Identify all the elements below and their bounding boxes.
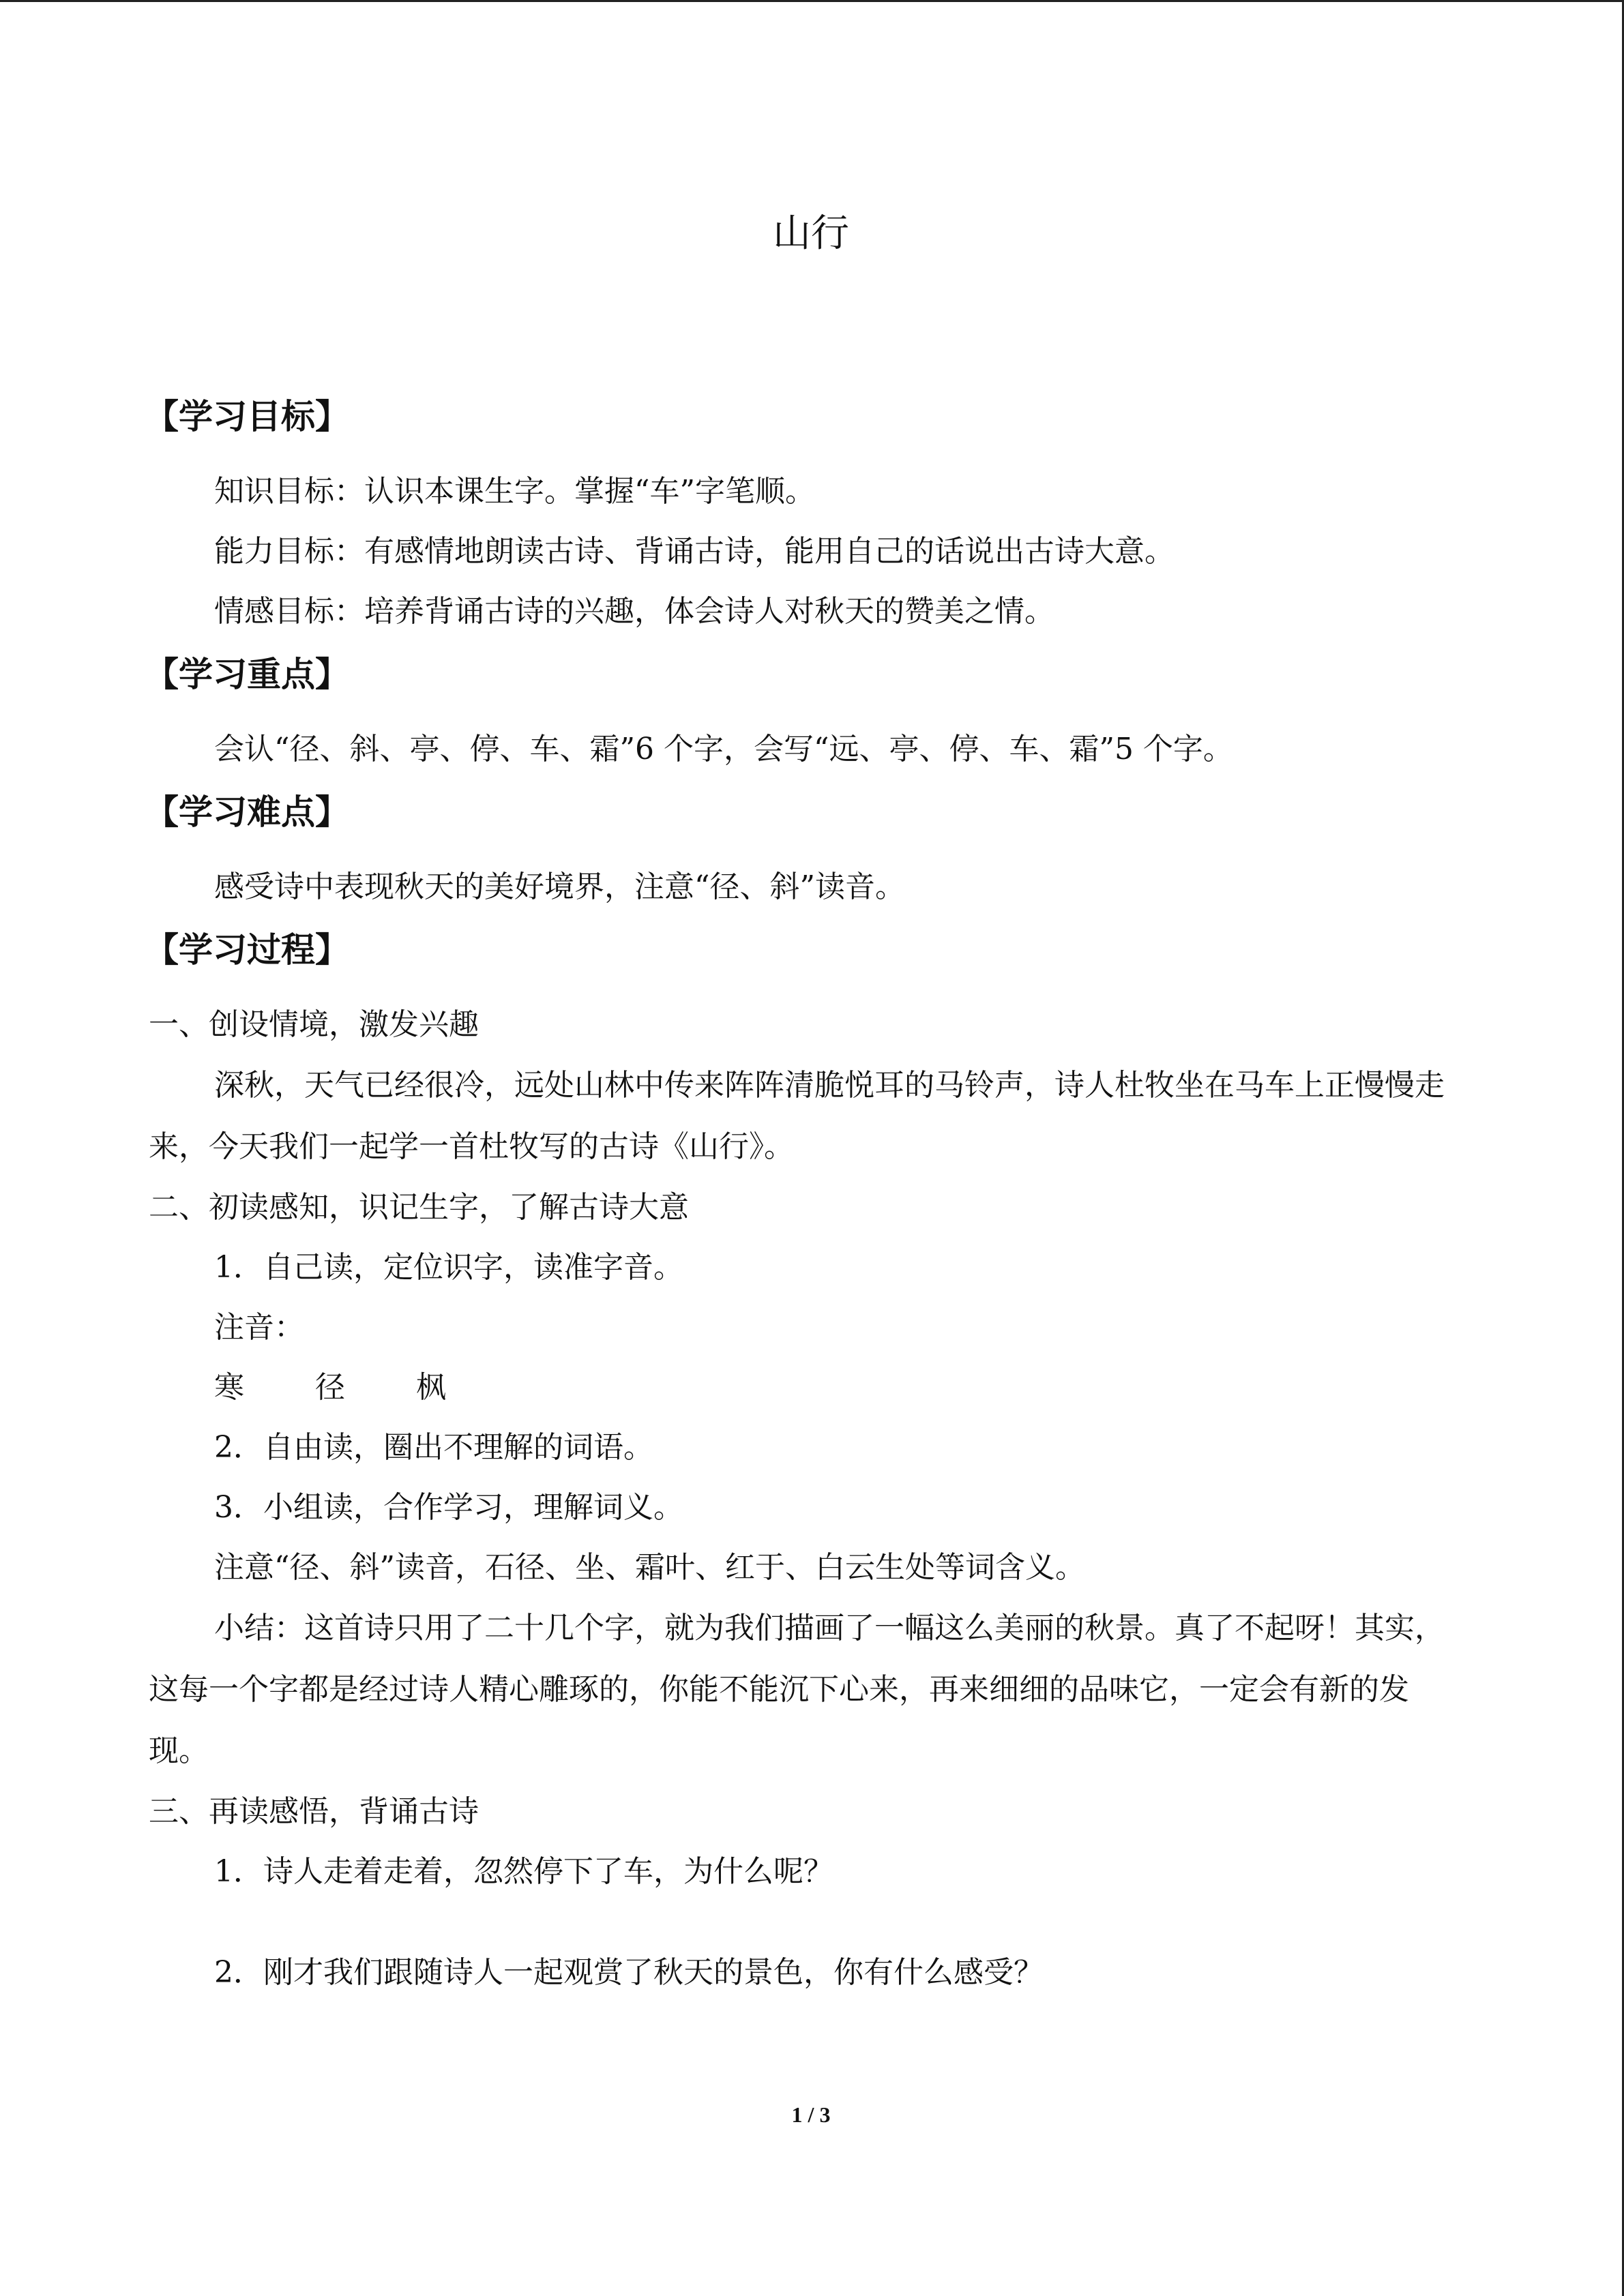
objective-knowledge: 知识目标：认识本课生字。掌握“车”字笔顺。 xyxy=(214,474,815,509)
section-heading-process: 【学习过程】 xyxy=(145,930,349,970)
process-part3-title: 三、再读感悟，背诵古诗 xyxy=(149,1794,479,1829)
section-heading-key-points: 【学习重点】 xyxy=(145,655,349,694)
process-question1: 1．诗人走着走着，忽然停下了车，为什么呢？ xyxy=(214,1854,833,1889)
objective-emotion: 情感目标：培养背诵古诗的兴趣，体会诗人对秋天的赞美之情。 xyxy=(214,594,1054,629)
document-title: 山行 xyxy=(773,211,849,256)
page-number: 1 / 3 xyxy=(791,2102,831,2127)
process-step3: 3．小组读，合作学习，理解词义。 xyxy=(214,1490,683,1525)
process-step2: 2．自由读，圈出不理解的词语。 xyxy=(214,1430,653,1465)
section-heading-difficulties: 【学习难点】 xyxy=(145,792,349,832)
pinyin-char: 寒 xyxy=(214,1370,244,1405)
process-step1: 1．自己读，定位识字，读准字音。 xyxy=(214,1250,683,1285)
process-note: 注意“径、斜”读音，石径、坐、霜叶、红于、白云生处等词含义。 xyxy=(214,1550,1085,1585)
pinyin-label: 注音： xyxy=(214,1310,304,1345)
pinyin-char: 径 xyxy=(315,1370,345,1405)
key-points-text: 会认“径、斜、亭、停、车、霜”6 个字，会写“远、亭、停、车、霜”5 个字。 xyxy=(214,732,1233,766)
document-body xyxy=(145,384,1458,2003)
difficulties-text: 感受诗中表现秋天的美好境界，注意“径、斜”读音。 xyxy=(214,869,905,904)
process-part1-text: 深秋，天气已经很冷，远处山林中传来阵阵清脆悦耳的马铃声，诗人杜牧坐在马车上正慢慢走来，今天我们一起学一首杜牧写的古诗《山行》。 xyxy=(149,1068,1445,1164)
process-summary: 小结：这首诗只用了二十几个字，就为我们描画了一幅这么美丽的秋景。真了不起呀！其实，这每一个字都是经过诗人精心雕琢的，你能不能沉下心来，再来细细的品味它，一定会有新的发现。 xyxy=(149,1611,1445,1768)
pinyin-char: 枫 xyxy=(416,1370,446,1405)
objective-ability: 能力目标：有感情地朗读古诗、背诵古诗，能用自己的话说出古诗大意。 xyxy=(214,534,1175,569)
process-part2-title: 二、初读感知，识记生字，了解古诗大意 xyxy=(149,1190,689,1225)
process-question2: 2．刚才我们跟随诗人一起观赏了秋天的景色，你有什么感受？ xyxy=(214,1955,1044,1990)
process-part1-title: 一、创设情境，激发兴趣 xyxy=(149,1007,479,1042)
pinyin-characters xyxy=(149,1358,1458,1418)
section-heading-objectives: 【学习目标】 xyxy=(145,397,349,436)
